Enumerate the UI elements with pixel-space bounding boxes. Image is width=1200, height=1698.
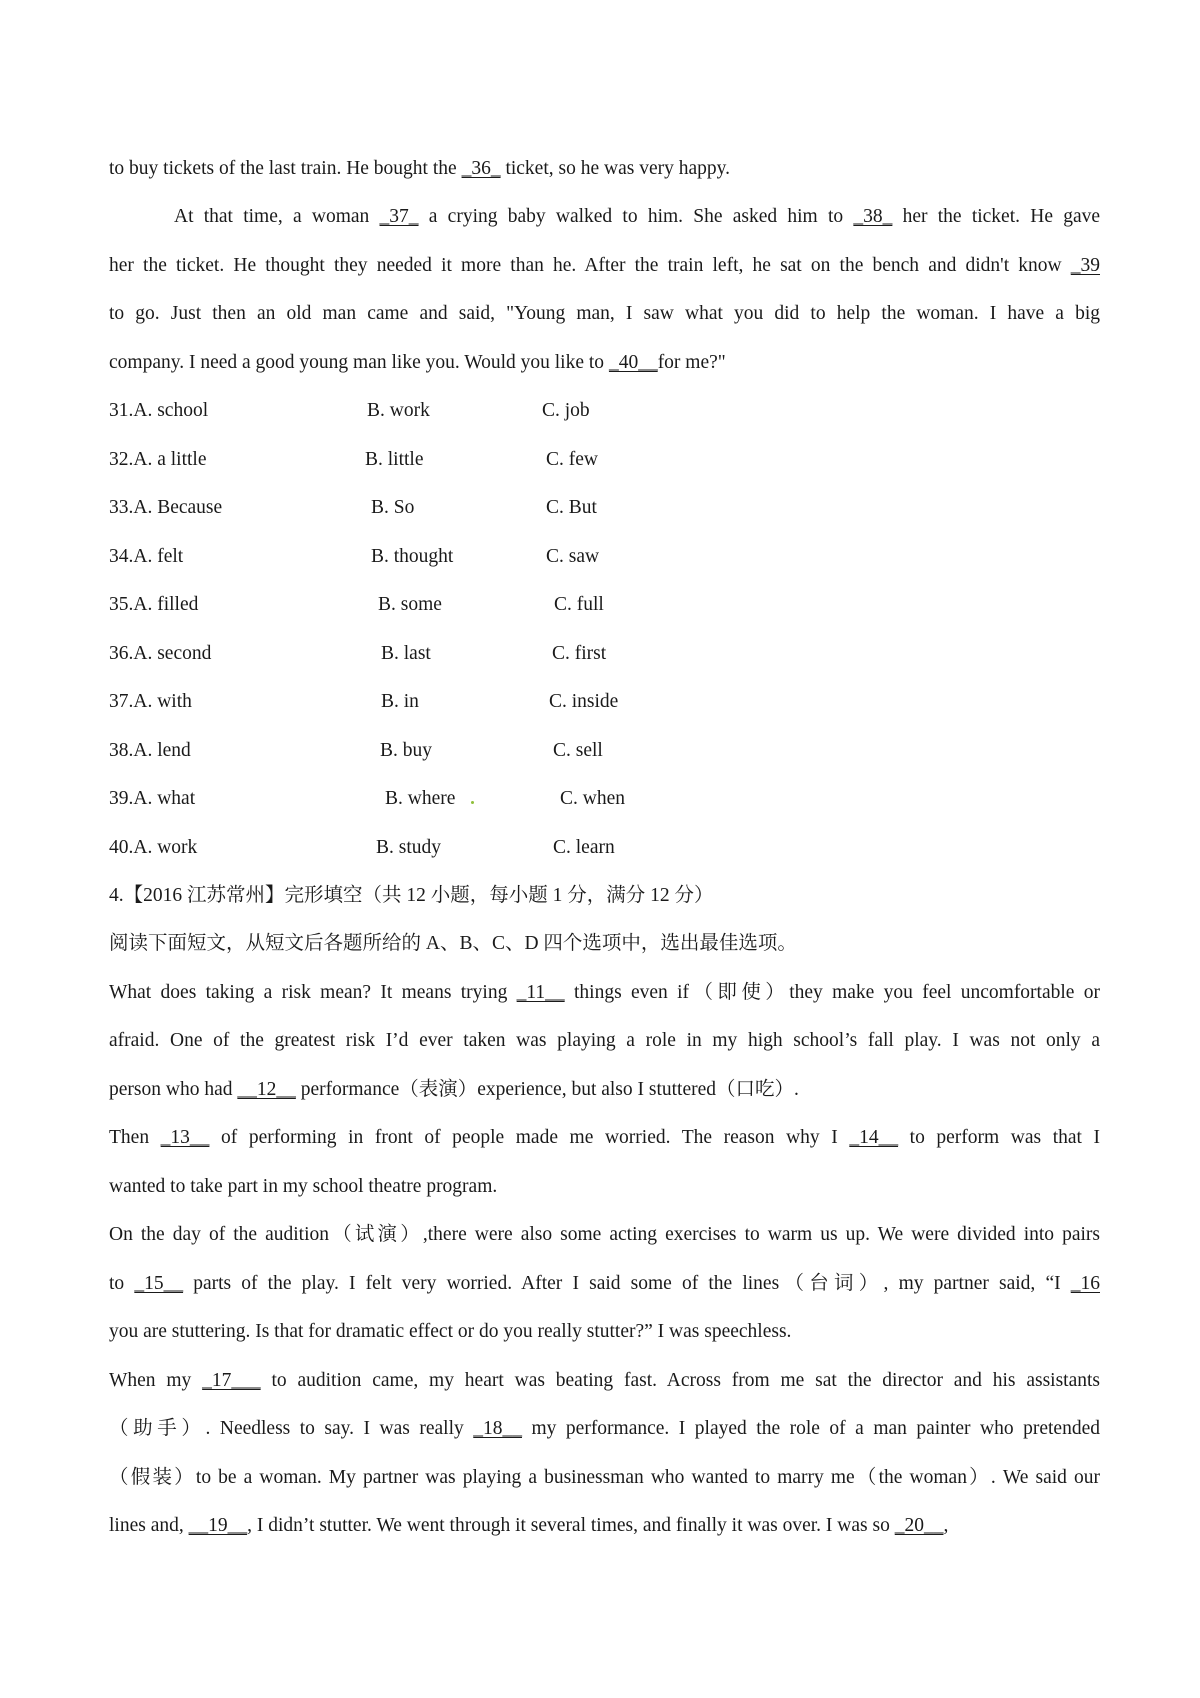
passage2-line6: On the day of the audition（试演）,there were also some acting exercises to warm us up. We were divided into pairs (109, 1224, 1100, 1245)
passage2-line4: Then _13__ of performing in front of people made me worried. The reason why I _14__ to perform was that I (109, 1127, 1101, 1148)
option-row-38-b: B. buy (380, 740, 433, 761)
option-row-33-b: B. So (371, 497, 415, 518)
passage1-line5: company. I need a good young man like you. Would you like to _40__for me?" (109, 352, 726, 373)
option-row-31-a: 31.A. school (109, 400, 209, 421)
blank-38: _38_ (853, 206, 893, 227)
blank-39: _39 (1070, 255, 1100, 276)
option-row-37-a: 37.A. with (109, 691, 192, 712)
option-row-35-b: B. some (378, 594, 442, 615)
blank-14: _14__ (849, 1127, 899, 1148)
option-row-39-c: C. when (560, 788, 625, 809)
passage2-line3: person who had __12__ performance（表演）experience, but also I stuttered（口吃）. (109, 1079, 799, 1100)
section-heading: 4.【2016 江苏常州】完形填空（共 12 小题，每小题 1 分，满分 12 分） (109, 885, 714, 906)
passage2-line8: you are stuttering. Is that for dramatic effect or do you really stutter?” I was speechless. (109, 1321, 792, 1342)
stray-dot-mark (471, 801, 474, 804)
option-row-37-b: B. in (381, 691, 419, 712)
passage1-line3: her the ticket. He thought they needed it more than he. After the train left, he sat on the bench and didn't know _39 (109, 255, 1100, 276)
blank-13: _13__ (160, 1127, 210, 1148)
option-row-33-a: 33.A. Because (109, 497, 223, 518)
option-row-32-c: C. few (546, 449, 598, 470)
blank-36: _36_ (461, 158, 501, 179)
option-row-36-c: C. first (552, 643, 607, 664)
blank-11: _11__ (516, 982, 565, 1003)
option-row-32-a: 32.A. a little (109, 449, 207, 470)
blank-15: _15__ (134, 1273, 184, 1294)
passage1-line1: to buy tickets of the last train. He bought the _36_ ticket, so he was very happy. (109, 158, 730, 179)
passage2-line12: lines and, __19__, I didn’t stutter. We went through it several times, and finally it was over. I was so _20__, (109, 1515, 949, 1536)
blank-19: __19__ (188, 1515, 248, 1536)
passage2-line5: wanted to take part in my school theatre program. (109, 1176, 498, 1197)
option-row-39-a: 39.A. what (109, 788, 196, 809)
option-row-38-a: 38.A. lend (109, 740, 191, 761)
passage2-line1: What does taking a risk mean? It means trying _11__ things even if（即使）they make you feel uncomfortable or (109, 982, 1101, 1003)
option-row-40-a: 40.A. work (109, 837, 198, 858)
option-row-35-a: 35.A. filled (109, 594, 199, 615)
option-row-35-c: C. full (554, 594, 604, 615)
passage1-line2: At that time, a woman _37_ a crying baby walked to him. She asked him to _38_ her the ticket. He gave (174, 206, 1101, 227)
passage2-line9: When my _17___ to audition came, my heart was beating fast. Across from me sat the director and his assistants (109, 1370, 1101, 1391)
option-row-38-c: C. sell (553, 740, 603, 761)
passage2-line10: （助手）. Needless to say. I was really _18__ my performance. I played the role of a man painter who pretended (109, 1418, 1100, 1439)
option-row-36-b: B. last (381, 643, 431, 664)
passage2-line11: （假装）to be a woman. My partner was playing a businessman who wanted to marry me（the woman）. We said our (109, 1467, 1100, 1488)
blank-12: __12__ (237, 1079, 296, 1100)
passage1-line4: to go. Just then an old man came and said, "Young man, I saw what you did to help the woman. I have a big (109, 303, 1100, 324)
option-row-40-b: B. study (376, 837, 442, 858)
option-row-39-b: B. where (385, 788, 456, 809)
section-instruction: 阅读下面短文，从短文后各题所给的 A、B、C、D 四个选项中，选出最佳选项。 (109, 933, 797, 954)
option-row-37-c: C. inside (549, 691, 619, 712)
passage2-line7: to _15__ parts of the play. I felt very worried. After I said some of the lines（台词）, my partner said, “I _16 (109, 1273, 1100, 1294)
passage2-line2: afraid. One of the greatest risk I’d ever taken was playing a role in my high school’s fall play. I was not only a (109, 1030, 1100, 1051)
option-row-34-b: B. thought (371, 546, 454, 567)
blank-20: _20__ (894, 1515, 944, 1536)
option-row-32-b: B. little (365, 449, 424, 470)
option-row-33-c: C. But (546, 497, 597, 518)
blank-17: _17___ (202, 1370, 261, 1391)
blank-40: _40__ (608, 352, 658, 373)
option-row-34-c: C. saw (546, 546, 600, 567)
blank-37: _37_ (379, 206, 419, 227)
option-row-36-a: 36.A. second (109, 643, 212, 664)
option-row-31-b: B. work (367, 400, 430, 421)
option-row-40-c: C. learn (553, 837, 615, 858)
blank-18: _18__ (473, 1418, 522, 1439)
option-row-34-a: 34.A. felt (109, 546, 184, 567)
option-row-31-c: C. job (542, 400, 590, 421)
blank-16: _16 (1070, 1273, 1100, 1294)
